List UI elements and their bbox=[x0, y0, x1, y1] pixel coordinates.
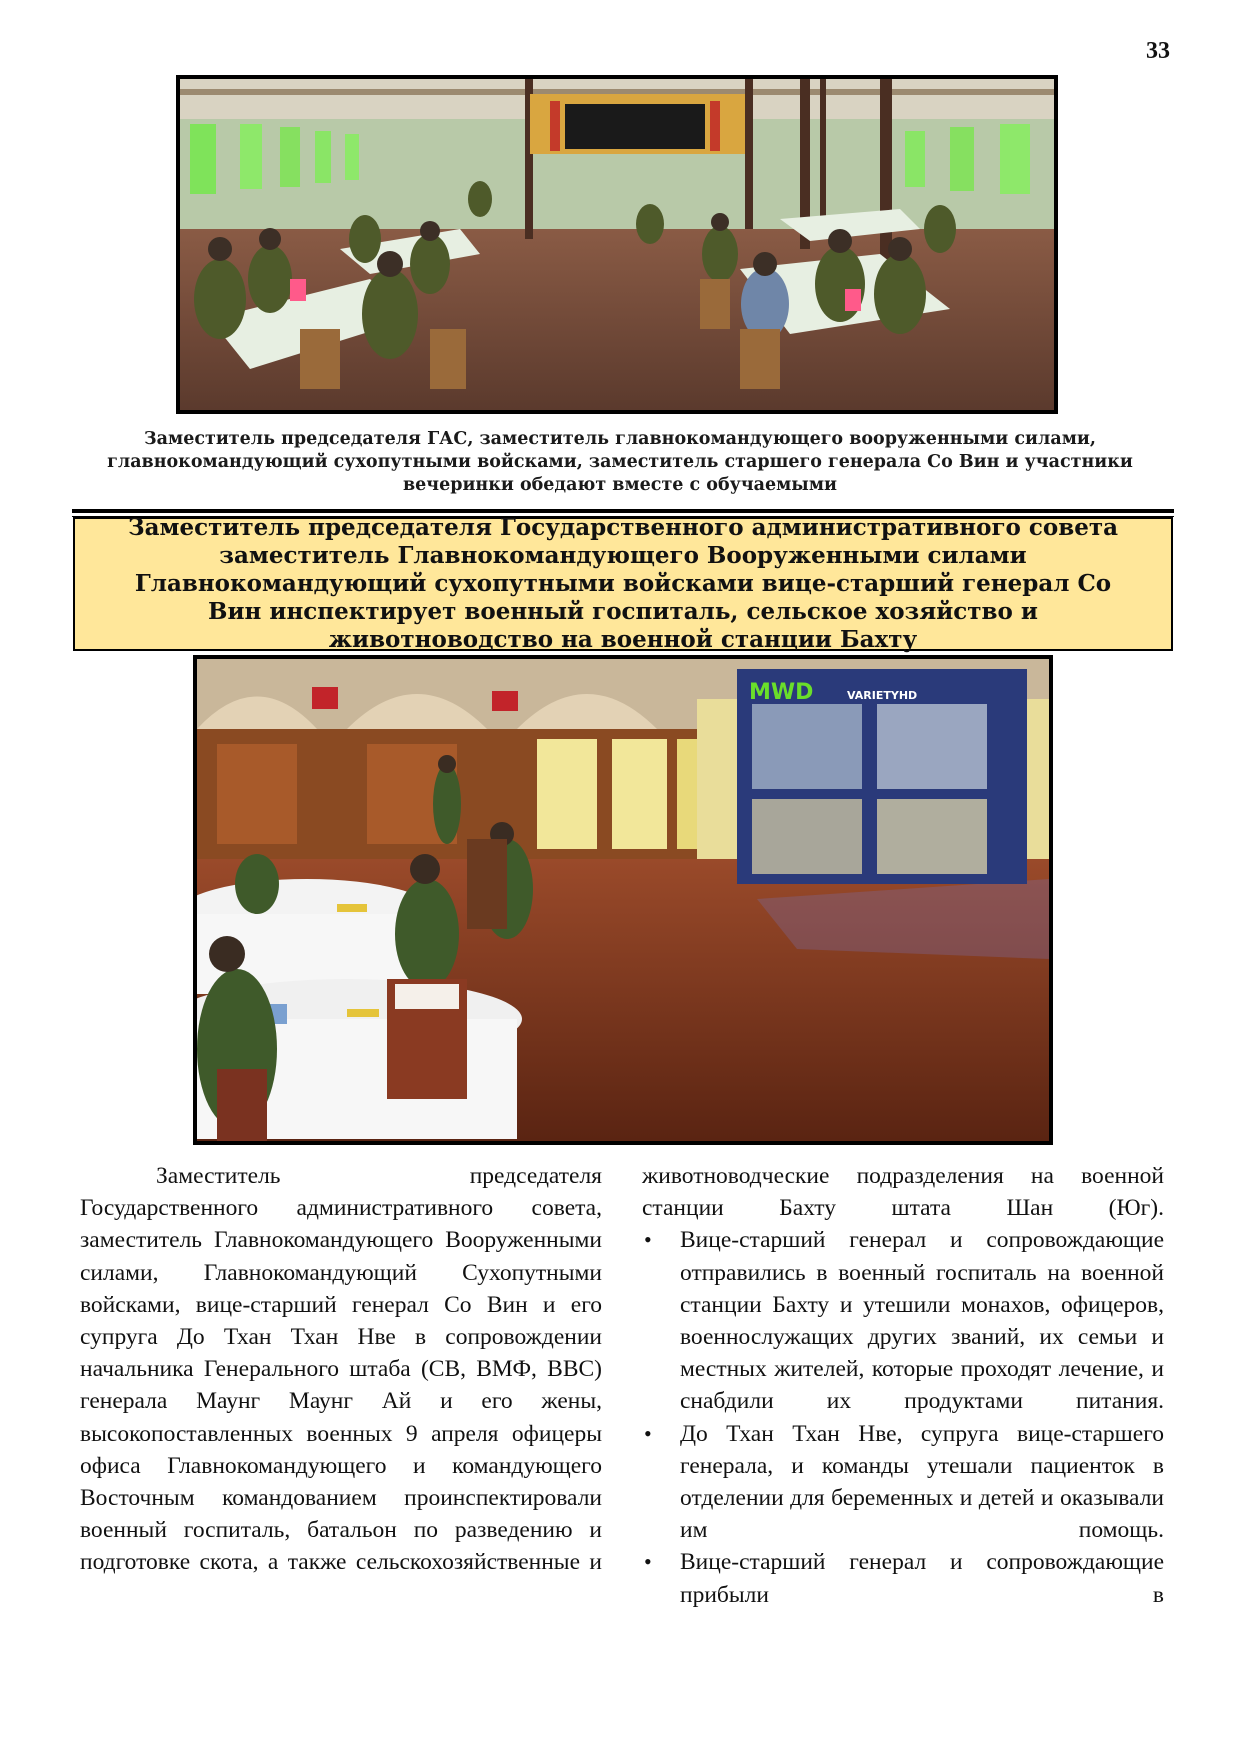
briefing-hall-photo bbox=[193, 655, 1053, 1145]
mess-hall-photo bbox=[176, 75, 1058, 414]
photo-caption: Заместитель председателя ГАС, заместитель главнокомандующего вооруженными силами, главнокомандующий сухопутными войсками, заместитель старшего генерала Со Вин и участники вечеринки обедают вместе с обучаемыми bbox=[107, 429, 1133, 495]
article-continuation: животноводческие подразделения на военной станции Бахту штата Шан (Юг). bbox=[642, 1163, 1164, 1222]
page-number: 33 bbox=[1146, 38, 1170, 64]
bullet-item: • Вице-старший генерал и сопровождающие прибыли в bbox=[642, 1546, 1164, 1610]
screen-logo: MWD bbox=[749, 680, 814, 705]
bullet-item: • До Тхан Тхан Нве, супруга вице-старшего генерала, и команды утешали пациенток в отделении для беременных и детей и оказывали им помощь. bbox=[642, 1418, 1164, 1547]
screen-sub: VARIETYHD bbox=[847, 689, 918, 702]
article-right-column bbox=[642, 1160, 1164, 1611]
headline-box bbox=[73, 514, 1173, 653]
article-paragraph: Заместитель председателя Государственного административного совета, заместитель Главнокомандующего Вооруженными силами, Главнокомандующий Сухопутными войсками, вице-старший генерал Со Вин и его супруга До Тхан Тхан Нве в сопровождении начальника Генерального штаба (СВ, ВМФ, ВВС) генерала Маунг Маунг Ай и его жены, высокопоставленных военных 9 апреля офицеры офиса Главнокомандующего и командующего Восточным командованием проинспектировали военный госпиталь, батальон по разведению и подготовке скота, а также сельскохозяйственные и bbox=[80, 1163, 602, 1576]
bullet-list bbox=[642, 1224, 1164, 1610]
divider-thick bbox=[72, 509, 1174, 513]
headline: Заместитель председателя Государственного административного совета заместитель Главнокомандующего Вооруженными силами Главнокомандующий сухопутными войсками вице-старший генерал Со Вин инспектирует военный госпиталь, сельское хозяйство и животноводство на военной станции Бахту bbox=[128, 514, 1118, 653]
article-left-column bbox=[80, 1160, 602, 1579]
bullet-item: • Вице-старший генерал и сопровождающие отправились в военный госпиталь на военной станции Бахту и утешили монахов, офицеров, военнослужащих других званий, их семьи и местных жителей, которые проходят лечение, и снабдили их продуктами питания. bbox=[642, 1224, 1164, 1417]
